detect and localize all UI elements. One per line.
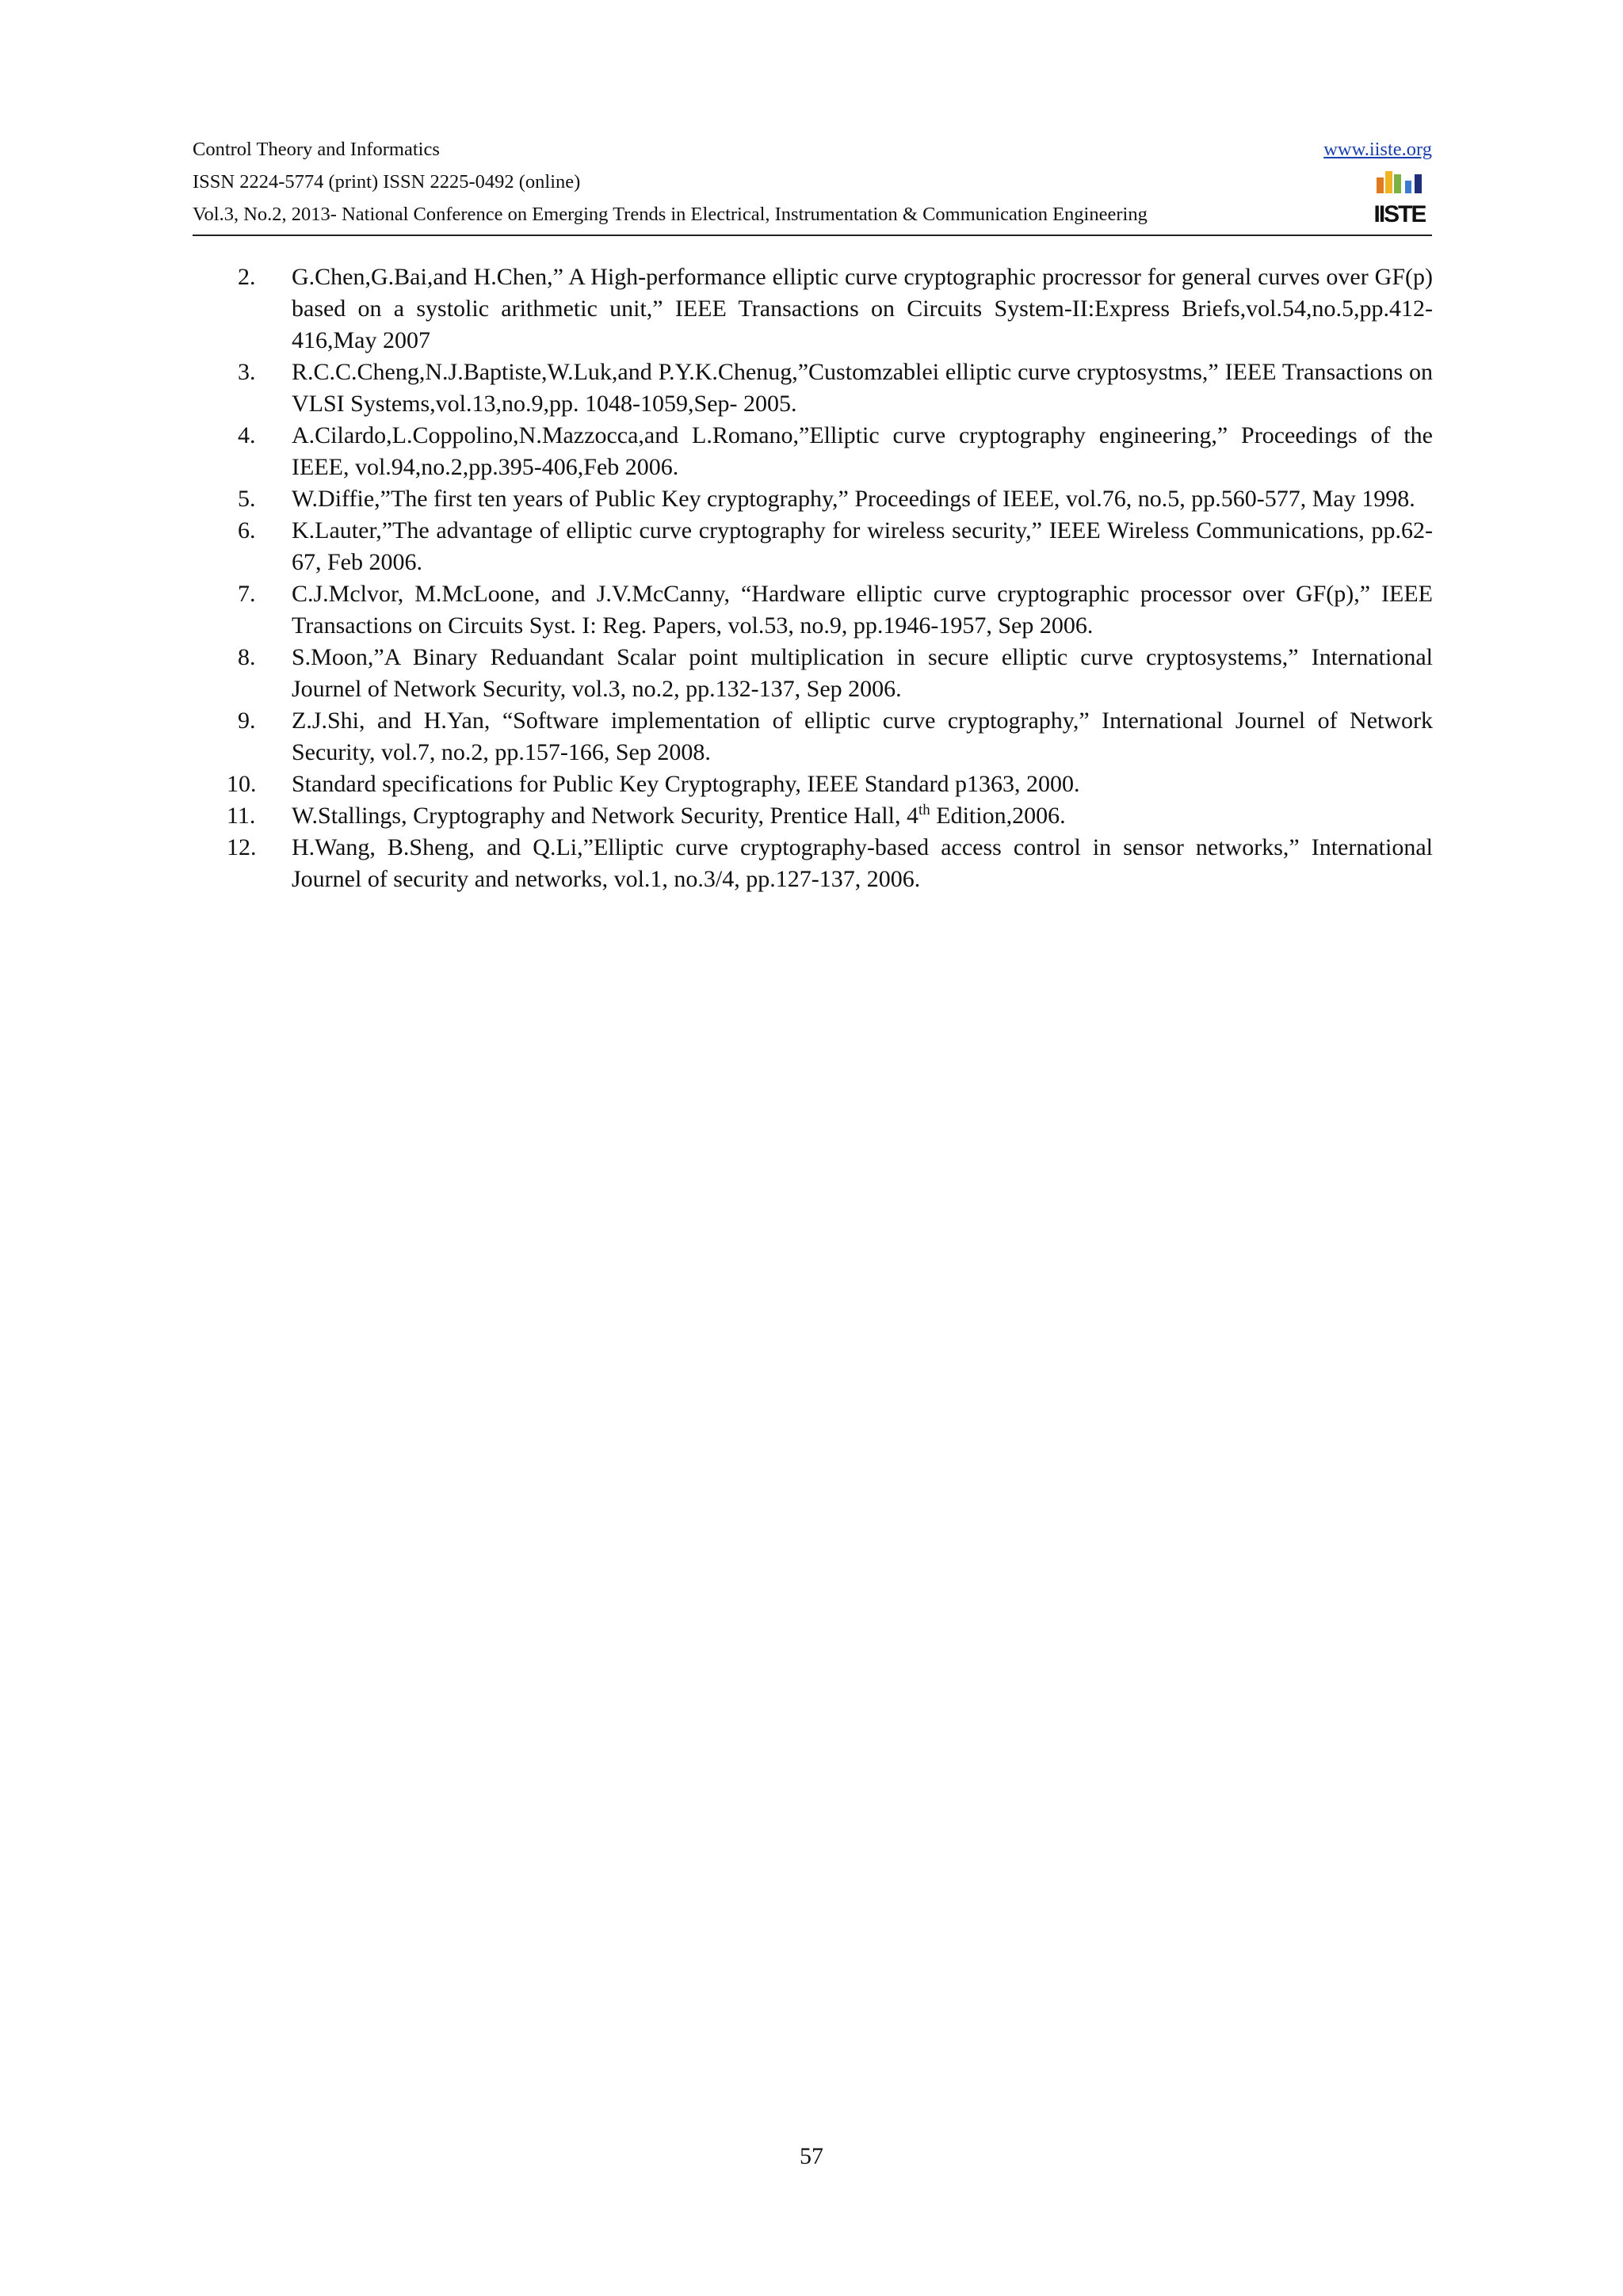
logo-wordmark: IISTE [1373,201,1426,227]
reference-number: 6. [238,517,256,543]
logo-bar-blue [1405,181,1411,193]
reference-text: A.Cilardo,L.Coppolino,N.Mazzocca,and L.Romano,”Elliptic curve cryptography engineering,” Proceedings of the IEEE, vol.94,no.2,pp.395-406,Feb 2006. [292,422,1433,480]
reference-number: 10. [227,771,257,797]
running-header [193,133,1432,236]
iiste-logo-graphic [1373,163,1426,230]
journal-url-link[interactable]: www.iiste.org [1323,139,1432,160]
reference-item [238,357,1433,420]
reference-number: 2. [238,264,256,290]
reference-text: G.Chen,G.Bai,and H.Chen,” A High-performance elliptic curve cryptographic procressor for general curves over GF(p) based on a systolic arithmetic unit,” IEEE Transactions on Circuits System-II:Express Briefs,vol.54,no.5,pp.412-416,May 2007 [292,264,1433,353]
reference-number: 7. [238,581,256,607]
reference-item [238,515,1433,578]
logo-bar-orange [1377,177,1384,193]
reference-text: S.Moon,”A Binary Reduandant Scalar point multiplication in secure elliptic curve cryptosystems,” International Journel of Network Security, vol.3, no.2, pp.132-137, Sep 2006. [292,644,1433,702]
logo-bar-navy [1415,174,1422,193]
iiste-logo [1373,163,1426,230]
volume-line: Vol.3, No.2, 2013- National Conference on Emerging Trends in Electrical, Instrumentation & Communication Engineering [193,204,1148,225]
header-rule [193,235,1432,236]
reference-item [238,261,1433,357]
reference-number: 12. [227,834,257,860]
reference-number: 3. [238,359,256,385]
issn-line: ISSN 2224-5774 (print) ISSN 2225-0492 (online) [193,171,581,193]
reference-text: Z.J.Shi, and H.Yan, “Software implementation of elliptic curve cryptography,” International Journel of Network Security, vol.7, no.2, pp.157-166, Sep 2008. [292,707,1433,765]
reference-text: H.Wang, B.Sheng, and Q.Li,”Elliptic curve cryptography-based access control in sensor networks,” International Journel of security and networks, vol.1, no.3/4, pp.127-137, 2006. [292,834,1433,892]
reference-item [227,800,1433,832]
reference-number: 11. [227,803,256,829]
logo-bar-green [1394,174,1401,193]
reference-number: 4. [238,422,256,448]
reference-text: C.J.Mclvor, M.McLoone, and J.V.McCanny, “Hardware elliptic curve cryptographic processor over GF(p),” IEEE Transactions on Circuits Syst. I: Reg. Papers, vol.53, no.9, pp.1946-1957, Sep 2006. [292,581,1433,639]
reference-item [227,832,1433,895]
reference-item [238,642,1433,705]
reference-item [238,420,1433,483]
reference-text: Standard specifications for Public Key Cryptography, IEEE Standard p1363, 2000. [292,771,1080,797]
reference-text: K.Lauter,”The advantage of elliptic curve cryptography for wireless security,” IEEE Wireless Communications, pp.62-67, Feb 2006. [292,517,1433,575]
reference-number: 8. [238,644,256,670]
reference-text-main: W.Stallings, Cryptography and Network Security, Prentice Hall, 4 [292,803,918,829]
reference-number: 9. [238,707,256,734]
reference-text [292,803,1066,829]
logo-bar-yellow [1385,171,1392,193]
reference-list [227,261,1433,895]
ordinal-superscript: th [918,802,930,818]
reference-item [238,578,1433,642]
reference-number: 5. [238,486,256,512]
journal-title: Control Theory and Informatics [193,139,440,160]
reference-item [238,483,1433,515]
reference-item [227,769,1433,800]
reference-text: W.Diffie,”The first ten years of Public Key cryptography,” Proceedings of IEEE, vol.76, no.5, pp.560-577, May 1998. [292,486,1415,512]
reference-text-tail: Edition,2006. [930,803,1066,829]
page-number: 57 [800,2143,823,2169]
reference-item [238,705,1433,769]
reference-text: R.C.C.Cheng,N.J.Baptiste,W.Luk,and P.Y.K.Chenug,”Customzablei elliptic curve cryptosystms,” IEEE Transactions on VLSI Systems,vol.13,no.9,pp. 1048-1059,Sep- 2005. [292,359,1433,417]
